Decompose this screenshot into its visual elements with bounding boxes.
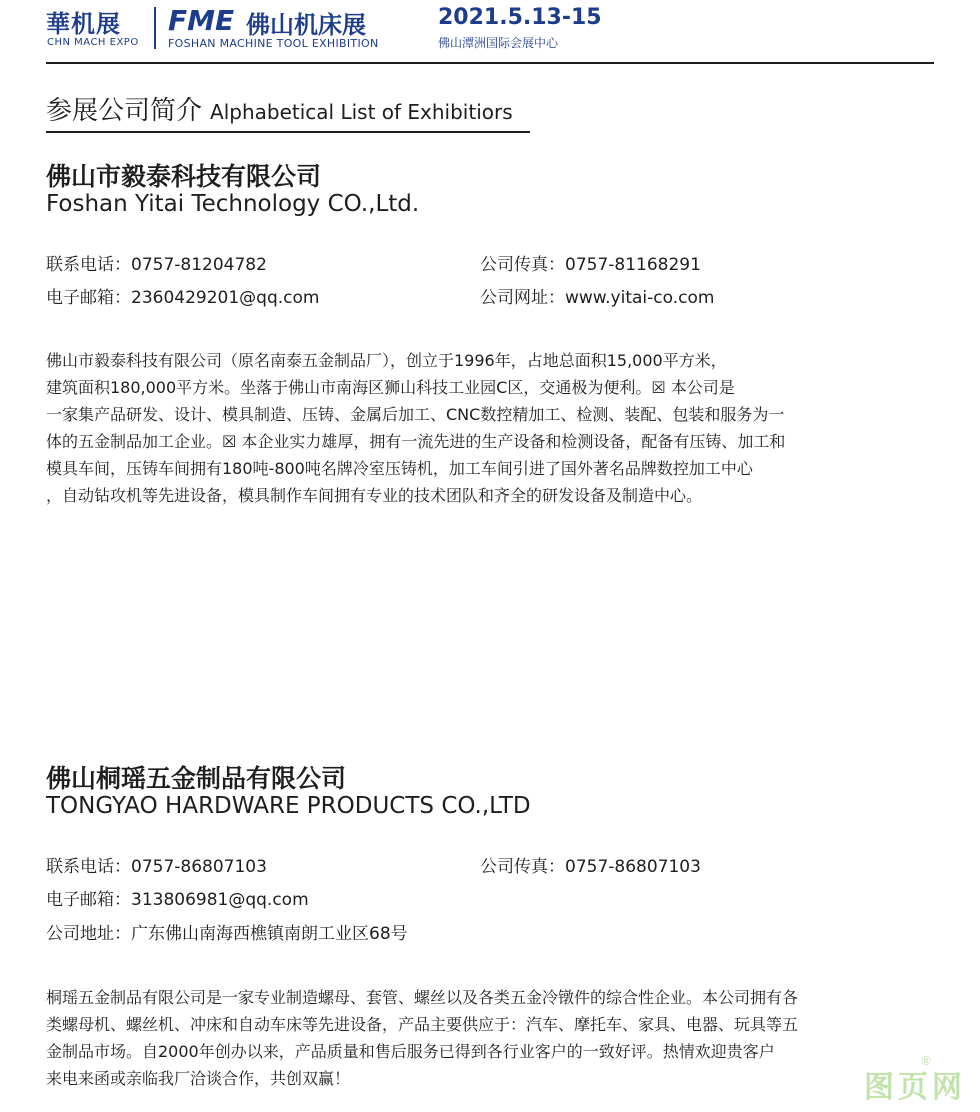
expo-header [46,4,606,52]
description-line: 模具车间，压铸车间拥有180吨-800吨名牌冷室压铸机，加工车间引进了国外著名品牌数控加工中心 [46,459,753,478]
fax-value: 0757-81168291 [565,255,701,275]
description-line: 类螺母机、螺丝机、冲床和自动车床等先进设备，产品主要供应于：汽车、摩托车、家具、电器、玩具等五 [46,1015,799,1034]
company-description [46,347,934,509]
chn-mach-expo-subtitle: CHN MACH EXPO [47,37,139,48]
section-title-cn: 参展公司简介 [46,96,203,126]
header-rule [46,62,934,64]
phone-value: 0757-86807103 [131,857,267,877]
phone-label: 联系电话： [46,255,131,275]
fax-row [480,852,701,877]
description-line: 金制品市场。自2000年创办以来，产品质量和售后服务已得到各行业客户的一致好评。热情欢迎贵客户 [46,1042,775,1061]
phone-value: 0757-81204782 [131,255,267,275]
address-row [46,919,408,944]
fax-label: 公司传真： [480,255,565,275]
address-label: 公司地址： [46,924,131,944]
fax-row [480,250,701,275]
chn-mach-expo-logo: 華机展 [46,10,121,38]
email-label: 电子邮箱： [46,288,131,308]
fax-value: 0757-86807103 [565,857,701,877]
header-divider [154,7,156,49]
description-line: 来电来函或亲临我厂洽谈合作，共创双赢！ [46,1069,351,1088]
exhibition-date: 2021.5.13-15 [438,5,602,30]
email-label: 电子邮箱： [46,890,131,910]
fme-chinese-title: 佛山机床展 [246,11,366,39]
company-name-en: Foshan Yitai Technology CO.,Ltd. [46,191,420,217]
company-name-cn: 佛山市毅泰科技有限公司 [46,162,322,191]
fax-label: 公司传真： [480,857,565,877]
section-title [46,90,513,127]
company-entry [46,759,934,1099]
description-line: 建筑面积180,000平方米。坐落于佛山市南海区狮山科技工业园C区，交通极为便利。☒ 本公司是 [46,378,735,397]
description-line: 一家集产品研发、设计、模具制造、压铸、金属后加工、CNC数控精加工、检测、装配、包装和服务为一 [46,405,785,424]
phone-label: 联系电话： [46,857,131,877]
exhibition-venue: 佛山潭洲国际会展中心 [438,36,559,50]
fme-logo: FME [168,4,235,37]
company-name-en: TONGYAO HARDWARE PRODUCTS CO.,LTD [46,793,531,819]
description-line: 佛山市毅泰科技有限公司（原名南泰五金制品厂），创立于1996年，占地总面积15,000平方米， [46,351,727,370]
description-line: ，自动钻攻机等先进设备，模具制作车间拥有专业的技术团队和齐全的研发设备及制造中心。 [46,486,703,505]
email-row [46,885,309,910]
phone-row [46,852,267,877]
address-value: 广东佛山南海西樵镇南朗工业区68号 [131,924,408,944]
email-row [46,283,319,308]
email-value: 2360429201@qq.com [131,288,320,308]
email-value: 313806981@qq.com [131,890,309,910]
website-value: www.yitai-co.com [565,288,715,308]
section-title-en: Alphabetical List of Exhibitiors [210,100,513,124]
company-entry [46,157,934,517]
website-label: 公司网址： [480,288,565,308]
watermark-logo: 图页网 [864,1070,966,1105]
company-name-cn: 佛山桐瑶五金制品有限公司 [46,764,347,793]
company-description [46,984,934,1092]
description-line: 桐瑶五金制品有限公司是一家专业制造螺母、套管、螺丝以及各类五金冷镦件的综合性企业。本公司拥有各 [46,988,799,1007]
section-title-rule [46,131,530,133]
description-line: 体的五金制品加工企业。☒ 本企业实力雄厚，拥有一流先进的生产设备和检测设备，配备有压铸、加工和 [46,432,786,451]
fme-english-subtitle: FOSHAN MACHINE TOOL EXHIBITION [168,37,379,50]
website-row [480,283,714,308]
phone-row [46,250,267,275]
watermark-registered-mark: ® [920,1054,932,1068]
